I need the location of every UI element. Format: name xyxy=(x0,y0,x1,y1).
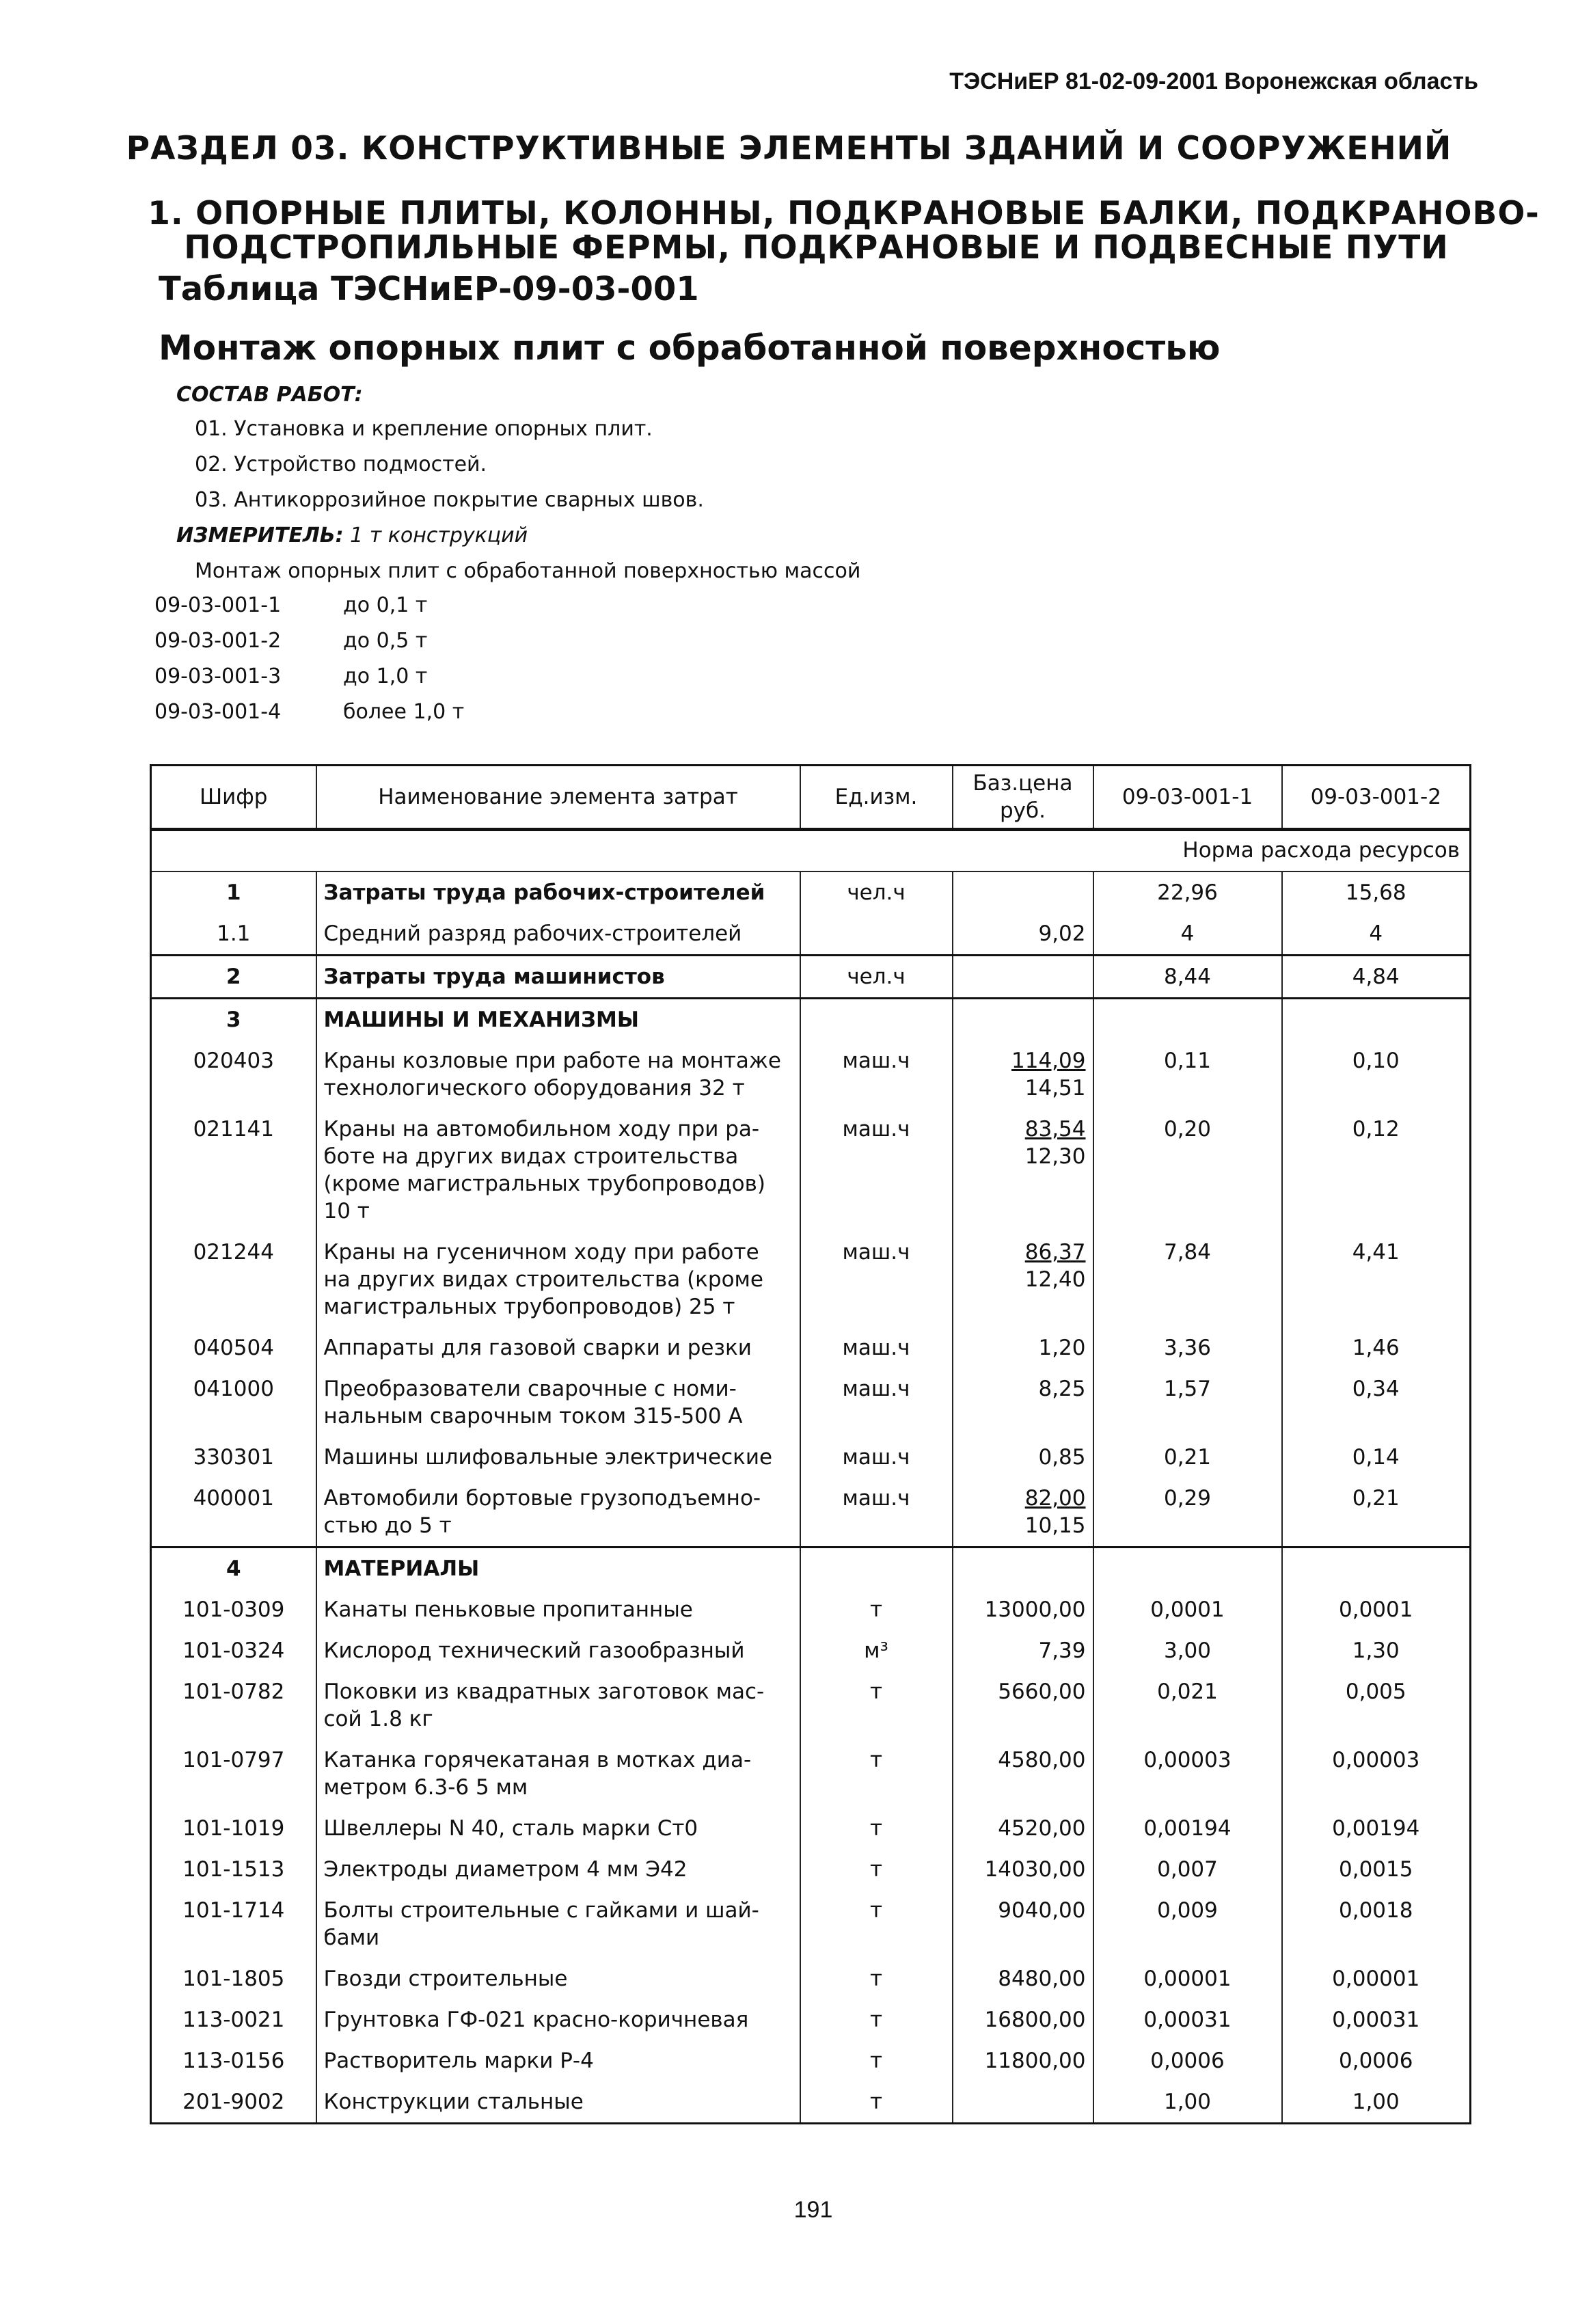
cell-norm-1: 0,29 xyxy=(1093,1478,1282,1548)
table-row xyxy=(151,1548,1471,1590)
cell-norm-1: 0,11 xyxy=(1093,1040,1282,1109)
cell-norm-2: 0,00003 xyxy=(1282,1740,1471,1808)
cell-name: Краны козловые при работе на монтаже технологического оборудования 32 т xyxy=(316,1040,800,1109)
cell-code: 101-0309 xyxy=(151,1589,316,1630)
work-item: 03. Антикоррозийное покрытие сварных швов. xyxy=(195,488,704,512)
column-header: Шифр xyxy=(151,766,316,830)
cell-name: Канаты пеньковые пропитанные xyxy=(316,1589,800,1630)
table-row xyxy=(151,2040,1471,2081)
price: 14030,00 xyxy=(984,1857,1086,1882)
column-header: Ед.изм. xyxy=(800,766,953,830)
cell-norm-2: 1,46 xyxy=(1282,1327,1471,1368)
column-header: Наименование элемента затрат xyxy=(316,766,800,830)
cell-price xyxy=(953,999,1093,1041)
cell-price xyxy=(953,1437,1093,1478)
cell-norm-1: 0,0001 xyxy=(1093,1589,1282,1630)
price-machinist: 12,40 xyxy=(1024,1267,1086,1292)
price: 11800,00 xyxy=(984,2049,1086,2073)
cell-name: Конструкции стальные xyxy=(316,2081,800,2124)
cell-norm-1: 0,0006 xyxy=(1093,2040,1282,2081)
cell-code: 113-0021 xyxy=(151,1999,316,2040)
cell-price xyxy=(953,1630,1093,1671)
cell-norm-1: 8,44 xyxy=(1093,956,1282,999)
cell-code: 101-1513 xyxy=(151,1849,316,1890)
cell-unit: т xyxy=(800,2081,953,2124)
cell-norm-2: 0,00031 xyxy=(1282,1999,1471,2040)
cell-norm-2: 0,14 xyxy=(1282,1437,1471,1478)
cell-code: 4 xyxy=(151,1548,316,1590)
table-row xyxy=(151,2081,1471,2124)
cell-price xyxy=(953,1740,1093,1808)
work-composition-label: СОСТАВ РАБОТ: xyxy=(176,383,363,407)
cell-unit: маш.ч xyxy=(800,1437,953,1478)
cell-norm-2: 15,68 xyxy=(1282,871,1471,913)
cell-norm-1 xyxy=(1093,999,1282,1041)
cell-code: 101-1019 xyxy=(151,1808,316,1849)
cell-unit: т xyxy=(800,1890,953,1958)
cell-unit: т xyxy=(800,1589,953,1630)
table-row xyxy=(151,1849,1471,1890)
table-row xyxy=(151,1958,1471,1999)
table-row xyxy=(151,1327,1471,1368)
table-row xyxy=(151,1368,1471,1437)
cell-name: МАШИНЫ И МЕХАНИЗМЫ xyxy=(316,999,800,1041)
cell-name: Краны на автомобильном ходу при ра- боте на других видах строительства (кроме магистральных трубопроводов) 10 т xyxy=(316,1109,800,1232)
price: 4580,00 xyxy=(998,1748,1086,1772)
cell-code: 021244 xyxy=(151,1232,316,1327)
cell-unit: т xyxy=(800,2040,953,2081)
column-header: Баз.цена руб. xyxy=(953,766,1093,830)
cell-price xyxy=(953,1478,1093,1548)
meter xyxy=(176,524,528,548)
cell-norm-2: 4 xyxy=(1282,913,1471,956)
price: 0,85 xyxy=(1038,1445,1086,1470)
price-total: 83,54 xyxy=(1024,1117,1086,1141)
cell-unit xyxy=(800,913,953,956)
cell-unit: маш.ч xyxy=(800,1327,953,1368)
cell-norm-1: 4 xyxy=(1093,913,1282,956)
table-row xyxy=(151,1999,1471,2040)
cell-name: Гвозди строительные xyxy=(316,1958,800,1999)
cell-code: 330301 xyxy=(151,1437,316,1478)
cell-code: 101-1714 xyxy=(151,1890,316,1958)
cell-unit: маш.ч xyxy=(800,1109,953,1232)
cell-price xyxy=(953,2081,1093,2124)
variant-value: более 1,0 т xyxy=(343,700,465,724)
table-row xyxy=(151,913,1471,956)
table-row xyxy=(151,871,1471,913)
cell-norm-2: 0,00194 xyxy=(1282,1808,1471,1849)
cell-price xyxy=(953,1548,1093,1590)
cell-norm-1: 0,00001 xyxy=(1093,1958,1282,1999)
cell-norm-2: 0,0001 xyxy=(1282,1589,1471,1630)
table-row xyxy=(151,1630,1471,1671)
cell-unit: т xyxy=(800,1671,953,1740)
cell-norm-1: 0,021 xyxy=(1093,1671,1282,1740)
column-header: 09-03-001-2 xyxy=(1282,766,1471,830)
cell-code: 1 xyxy=(151,871,316,913)
table-row xyxy=(151,1890,1471,1958)
cell-unit: маш.ч xyxy=(800,1478,953,1548)
cell-norm-2: 0,0006 xyxy=(1282,2040,1471,2081)
cell-name: Преобразователи сварочные с номи- нальным сварочным током 315-500 А xyxy=(316,1368,800,1437)
cell-norm-1: 0,21 xyxy=(1093,1437,1282,1478)
cell-unit: т xyxy=(800,1808,953,1849)
cell-name: Средний разряд рабочих-строителей xyxy=(316,913,800,956)
cell-norm-2: 0,0018 xyxy=(1282,1890,1471,1958)
subsection-title-line2: ПОДСТРОПИЛЬНЫЕ ФЕРМЫ, ПОДКРАНОВЫЕ И ПОДВЕСНЫЕ ПУТИ xyxy=(184,229,1449,267)
cell-price xyxy=(953,871,1093,913)
column-header: 09-03-001-1 xyxy=(1093,766,1282,830)
norma-row xyxy=(151,830,1471,872)
work-item: 01. Установка и крепление опорных плит. xyxy=(195,417,653,441)
cell-norm-2: 0,005 xyxy=(1282,1671,1471,1740)
cell-price xyxy=(953,1808,1093,1849)
cell-norm-1: 0,20 xyxy=(1093,1109,1282,1232)
table-row xyxy=(151,999,1471,1041)
table-row xyxy=(151,1109,1471,1232)
price: 9,02 xyxy=(1038,921,1086,946)
cell-price xyxy=(953,1109,1093,1232)
cell-norm-1: 1,57 xyxy=(1093,1368,1282,1437)
cell-price xyxy=(953,1040,1093,1109)
cell-unit xyxy=(800,999,953,1041)
cell-price xyxy=(953,1849,1093,1890)
meter-label: ИЗМЕРИТЕЛЬ: xyxy=(176,524,344,548)
cell-unit: чел.ч xyxy=(800,871,953,913)
cell-unit: маш.ч xyxy=(800,1232,953,1327)
table-row xyxy=(151,1671,1471,1740)
variant-value: до 1,0 т xyxy=(343,664,428,688)
price-total: 114,09 xyxy=(1011,1049,1086,1073)
cell-price xyxy=(953,1671,1093,1740)
cell-name: Болты строительные с гайками и шай- бами xyxy=(316,1890,800,1958)
table-row xyxy=(151,956,1471,999)
cell-norm-2: 0,34 xyxy=(1282,1368,1471,1437)
price-total: 86,37 xyxy=(1024,1240,1086,1265)
cell-name: Аппараты для газовой сварки и резки xyxy=(316,1327,800,1368)
resource-table xyxy=(150,764,1471,2124)
document-header: ТЭСНиЕР 81-02-09-2001 Воронежская область xyxy=(949,68,1478,94)
cell-code: 1.1 xyxy=(151,913,316,956)
cell-name: Швеллеры N 40, сталь марки Ст0 xyxy=(316,1808,800,1849)
variant-value: до 0,1 т xyxy=(343,593,428,617)
table-row xyxy=(151,1589,1471,1630)
table-row xyxy=(151,1040,1471,1109)
cell-name: Затраты труда машинистов xyxy=(316,956,800,999)
price-machinist: 12,30 xyxy=(1024,1144,1086,1169)
price: 13000,00 xyxy=(984,1597,1086,1622)
cell-name: Электроды диаметром 4 мм Э42 xyxy=(316,1849,800,1890)
cell-code: 113-0156 xyxy=(151,2040,316,2081)
cell-unit: т xyxy=(800,1849,953,1890)
cell-price xyxy=(953,913,1093,956)
price: 16800,00 xyxy=(984,2008,1086,2032)
cell-norm-2: 0,12 xyxy=(1282,1109,1471,1232)
cell-norm-2: 4,41 xyxy=(1282,1232,1471,1327)
cell-price xyxy=(953,956,1093,999)
cell-unit: чел.ч xyxy=(800,956,953,999)
table-row xyxy=(151,1808,1471,1849)
cell-price xyxy=(953,1368,1093,1437)
cell-name: Растворитель марки Р-4 xyxy=(316,2040,800,2081)
cell-name: Катанка горячекатаная в мотках диа- метром 6.3-6 5 мм xyxy=(316,1740,800,1808)
cell-price xyxy=(953,1232,1093,1327)
price: 1,20 xyxy=(1038,1336,1086,1360)
cell-unit: маш.ч xyxy=(800,1040,953,1109)
cell-norm-1: 0,00194 xyxy=(1093,1808,1282,1849)
cell-norm-2: 0,21 xyxy=(1282,1478,1471,1548)
price-machinist: 14,51 xyxy=(1024,1076,1086,1100)
price: 7,39 xyxy=(1038,1638,1086,1663)
cell-code: 020403 xyxy=(151,1040,316,1109)
cell-norm-2: 0,0015 xyxy=(1282,1849,1471,1890)
cell-code: 3 xyxy=(151,999,316,1041)
cell-norm-1: 0,009 xyxy=(1093,1890,1282,1958)
cell-price xyxy=(953,1999,1093,2040)
cell-norm-1: 0,007 xyxy=(1093,1849,1282,1890)
variant-code: 09-03-001-1 xyxy=(154,593,282,617)
cell-name: МАТЕРИАЛЫ xyxy=(316,1548,800,1590)
variant-code: 09-03-001-4 xyxy=(154,700,282,724)
cell-norm-1 xyxy=(1093,1548,1282,1590)
cell-unit: маш.ч xyxy=(800,1368,953,1437)
cell-code: 040504 xyxy=(151,1327,316,1368)
cell-price xyxy=(953,1958,1093,1999)
cell-name: Затраты труда рабочих-строителей xyxy=(316,871,800,913)
work-item: 02. Устройство подмостей. xyxy=(195,452,487,476)
cell-name: Краны на гусеничном ходу при работе на других видах строительства (кроме магистральных трубопроводов) 25 т xyxy=(316,1232,800,1327)
table-title: Монтаж опорных плит с обработанной поверхностью xyxy=(159,328,1221,368)
cell-norm-2: 1,00 xyxy=(1282,2081,1471,2124)
cell-norm-2 xyxy=(1282,999,1471,1041)
price: 8480,00 xyxy=(998,1967,1086,1991)
cell-name: Автомобили бортовые грузоподъемно- стью до 5 т xyxy=(316,1478,800,1548)
price-machinist: 10,15 xyxy=(1024,1513,1086,1538)
cell-unit: т xyxy=(800,1958,953,1999)
variants-description: Монтаж опорных плит с обработанной поверхностью массой xyxy=(195,559,861,583)
cell-code: 021141 xyxy=(151,1109,316,1232)
cell-norm-1: 22,96 xyxy=(1093,871,1282,913)
section-title: РАЗДЕЛ 03. КОНСТРУКТИВНЫЕ ЭЛЕМЕНТЫ ЗДАНИЙ И СООРУЖЕНИЙ xyxy=(126,130,1452,167)
cell-code: 400001 xyxy=(151,1478,316,1548)
cell-name: Машины шлифовальные электрические xyxy=(316,1437,800,1478)
cell-norm-2: 4,84 xyxy=(1282,956,1471,999)
cell-code: 2 xyxy=(151,956,316,999)
price-total: 82,00 xyxy=(1024,1486,1086,1511)
cell-price xyxy=(953,1589,1093,1630)
page-number: 191 xyxy=(793,2197,833,2223)
cell-norm-1: 1,00 xyxy=(1093,2081,1282,2124)
cell-norm-2 xyxy=(1282,1548,1471,1590)
variant-value: до 0,5 т xyxy=(343,629,428,653)
cell-norm-1: 0,00003 xyxy=(1093,1740,1282,1808)
cell-norm-1: 0,00031 xyxy=(1093,1999,1282,2040)
cell-code: 041000 xyxy=(151,1368,316,1437)
price: 9040,00 xyxy=(998,1898,1086,1923)
cell-code: 101-0782 xyxy=(151,1671,316,1740)
cell-unit xyxy=(800,1548,953,1590)
meter-value: 1 т конструкций xyxy=(350,524,528,548)
cell-unit: т xyxy=(800,1740,953,1808)
cell-norm-2: 0,10 xyxy=(1282,1040,1471,1109)
cell-price xyxy=(953,2040,1093,2081)
cell-norm-1: 7,84 xyxy=(1093,1232,1282,1327)
cell-code: 101-1805 xyxy=(151,1958,316,1999)
cell-price xyxy=(953,1327,1093,1368)
variant-code: 09-03-001-2 xyxy=(154,629,282,653)
price: 5660,00 xyxy=(998,1679,1086,1704)
cell-code: 201-9002 xyxy=(151,2081,316,2124)
price: 4520,00 xyxy=(998,1816,1086,1841)
cell-name: Поковки из квадратных заготовок мас- сой 1.8 кг xyxy=(316,1671,800,1740)
cell-unit: т xyxy=(800,1999,953,2040)
price: 8,25 xyxy=(1038,1377,1086,1401)
variant-code: 09-03-001-3 xyxy=(154,664,282,688)
cell-code: 101-0797 xyxy=(151,1740,316,1808)
table-id: Таблица ТЭСНиЕР-09-03-001 xyxy=(159,270,699,308)
cell-code: 101-0324 xyxy=(151,1630,316,1671)
cell-name: Кислород технический газообразный xyxy=(316,1630,800,1671)
cell-price xyxy=(953,1890,1093,1958)
table-row xyxy=(151,1232,1471,1327)
cell-norm-2: 1,30 xyxy=(1282,1630,1471,1671)
cell-norm-1: 3,00 xyxy=(1093,1630,1282,1671)
cell-unit: м³ xyxy=(800,1630,953,1671)
cell-name: Грунтовка ГФ-021 красно-коричневая xyxy=(316,1999,800,2040)
cell-norm-2: 0,00001 xyxy=(1282,1958,1471,1999)
table-row xyxy=(151,1478,1471,1548)
norma-label: Норма расхода ресурсов xyxy=(151,830,1471,872)
cell-norm-1: 3,36 xyxy=(1093,1327,1282,1368)
table-row xyxy=(151,1740,1471,1808)
table-row xyxy=(151,1437,1471,1478)
subsection-title-line1: 1. ОПОРНЫЕ ПЛИТЫ, КОЛОННЫ, ПОДКРАНОВЫЕ БАЛКИ, ПОДКРАНОВО- xyxy=(148,195,1540,232)
